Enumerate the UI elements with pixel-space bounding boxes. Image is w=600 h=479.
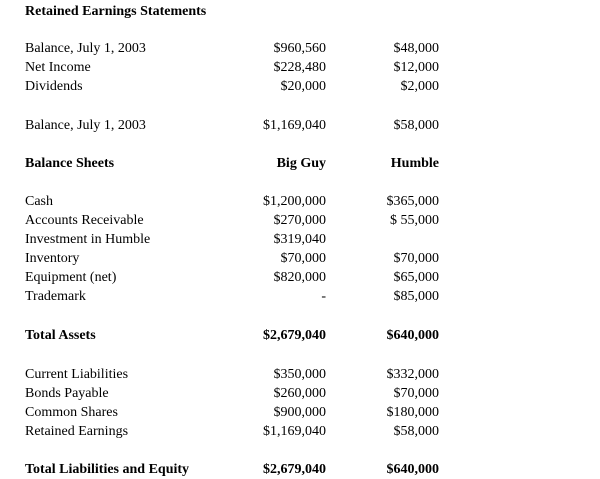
row-label: Trademark (25, 289, 86, 304)
row-label: Total Liabilities and Equity (25, 462, 190, 477)
liability-row-current-liabilities (0, 365, 600, 384)
total-assets-row (0, 326, 600, 345)
asset-row-accounts-receivable (0, 211, 600, 230)
asset-row-trademark (0, 287, 600, 306)
liability-row-bonds-payable (0, 384, 600, 403)
column-header-big-guy: Big Guy (276, 156, 326, 171)
asset-row-equipment (0, 268, 600, 287)
equity-row-common-shares (0, 403, 600, 422)
big-guy-value: - (321, 289, 326, 304)
big-guy-value: $1,169,040 (263, 424, 326, 439)
re-row-dividends (0, 77, 600, 96)
column-header-humble: Humble (390, 156, 439, 171)
humble-value: $ 55,000 (390, 213, 439, 228)
big-guy-value: $1,169,040 (263, 118, 326, 133)
row-label: Bonds Payable (25, 386, 109, 401)
humble-value: $2,000 (400, 79, 439, 94)
humble-value: $65,000 (393, 270, 439, 285)
humble-value: $58,000 (393, 424, 439, 439)
big-guy-value: $319,040 (273, 232, 326, 247)
row-label: Inventory (25, 251, 80, 266)
humble-value: $640,000 (386, 462, 439, 477)
row-label: Balance, July 1, 2003 (25, 41, 146, 56)
humble-value: $332,000 (386, 367, 439, 382)
humble-value: $70,000 (393, 251, 439, 266)
equity-row-retained-earnings (0, 422, 600, 441)
big-guy-value: $350,000 (273, 367, 326, 382)
balance-sheets-title: Balance Sheets (25, 156, 115, 171)
row-label: Common Shares (25, 405, 118, 420)
big-guy-value: $960,560 (273, 41, 326, 56)
re-row-opening-balance (0, 39, 600, 58)
row-label: Current Liabilities (25, 367, 129, 382)
retained-earnings-title: Retained Earnings Statements (25, 4, 207, 19)
humble-value: $180,000 (386, 405, 439, 420)
big-guy-value: $260,000 (273, 386, 326, 401)
asset-row-investment-in-humble (0, 230, 600, 249)
row-label: Accounts Receivable (25, 213, 144, 228)
big-guy-value: $900,000 (273, 405, 326, 420)
row-label: Investment in Humble (25, 232, 151, 247)
row-label: Net Income (25, 60, 91, 75)
total-liabilities-equity-row (0, 460, 600, 479)
humble-value: $85,000 (393, 289, 439, 304)
row-label: Balance, July 1, 2003 (25, 118, 146, 133)
row-label: Cash (25, 194, 53, 209)
row-label: Total Assets (25, 328, 96, 343)
row-label: Dividends (25, 79, 83, 94)
humble-value: $48,000 (393, 41, 439, 56)
asset-row-inventory (0, 249, 600, 268)
row-label: Equipment (net) (25, 270, 117, 285)
big-guy-value: $2,679,040 (263, 462, 326, 477)
humble-value: $365,000 (386, 194, 439, 209)
humble-value: $58,000 (393, 118, 439, 133)
humble-value: $12,000 (393, 60, 439, 75)
humble-value: $70,000 (393, 386, 439, 401)
humble-value: $640,000 (386, 328, 439, 343)
balance-sheets-header (0, 154, 600, 173)
big-guy-value: $228,480 (273, 60, 326, 75)
asset-row-cash (0, 192, 600, 211)
re-row-closing-balance (0, 116, 600, 135)
big-guy-value: $2,679,040 (263, 328, 326, 343)
big-guy-value: $20,000 (280, 79, 326, 94)
big-guy-value: $1,200,000 (263, 194, 326, 209)
big-guy-value: $820,000 (273, 270, 326, 285)
big-guy-value: $70,000 (280, 251, 326, 266)
re-row-net-income (0, 58, 600, 77)
big-guy-value: $270,000 (273, 213, 326, 228)
row-label: Retained Earnings (25, 424, 129, 439)
